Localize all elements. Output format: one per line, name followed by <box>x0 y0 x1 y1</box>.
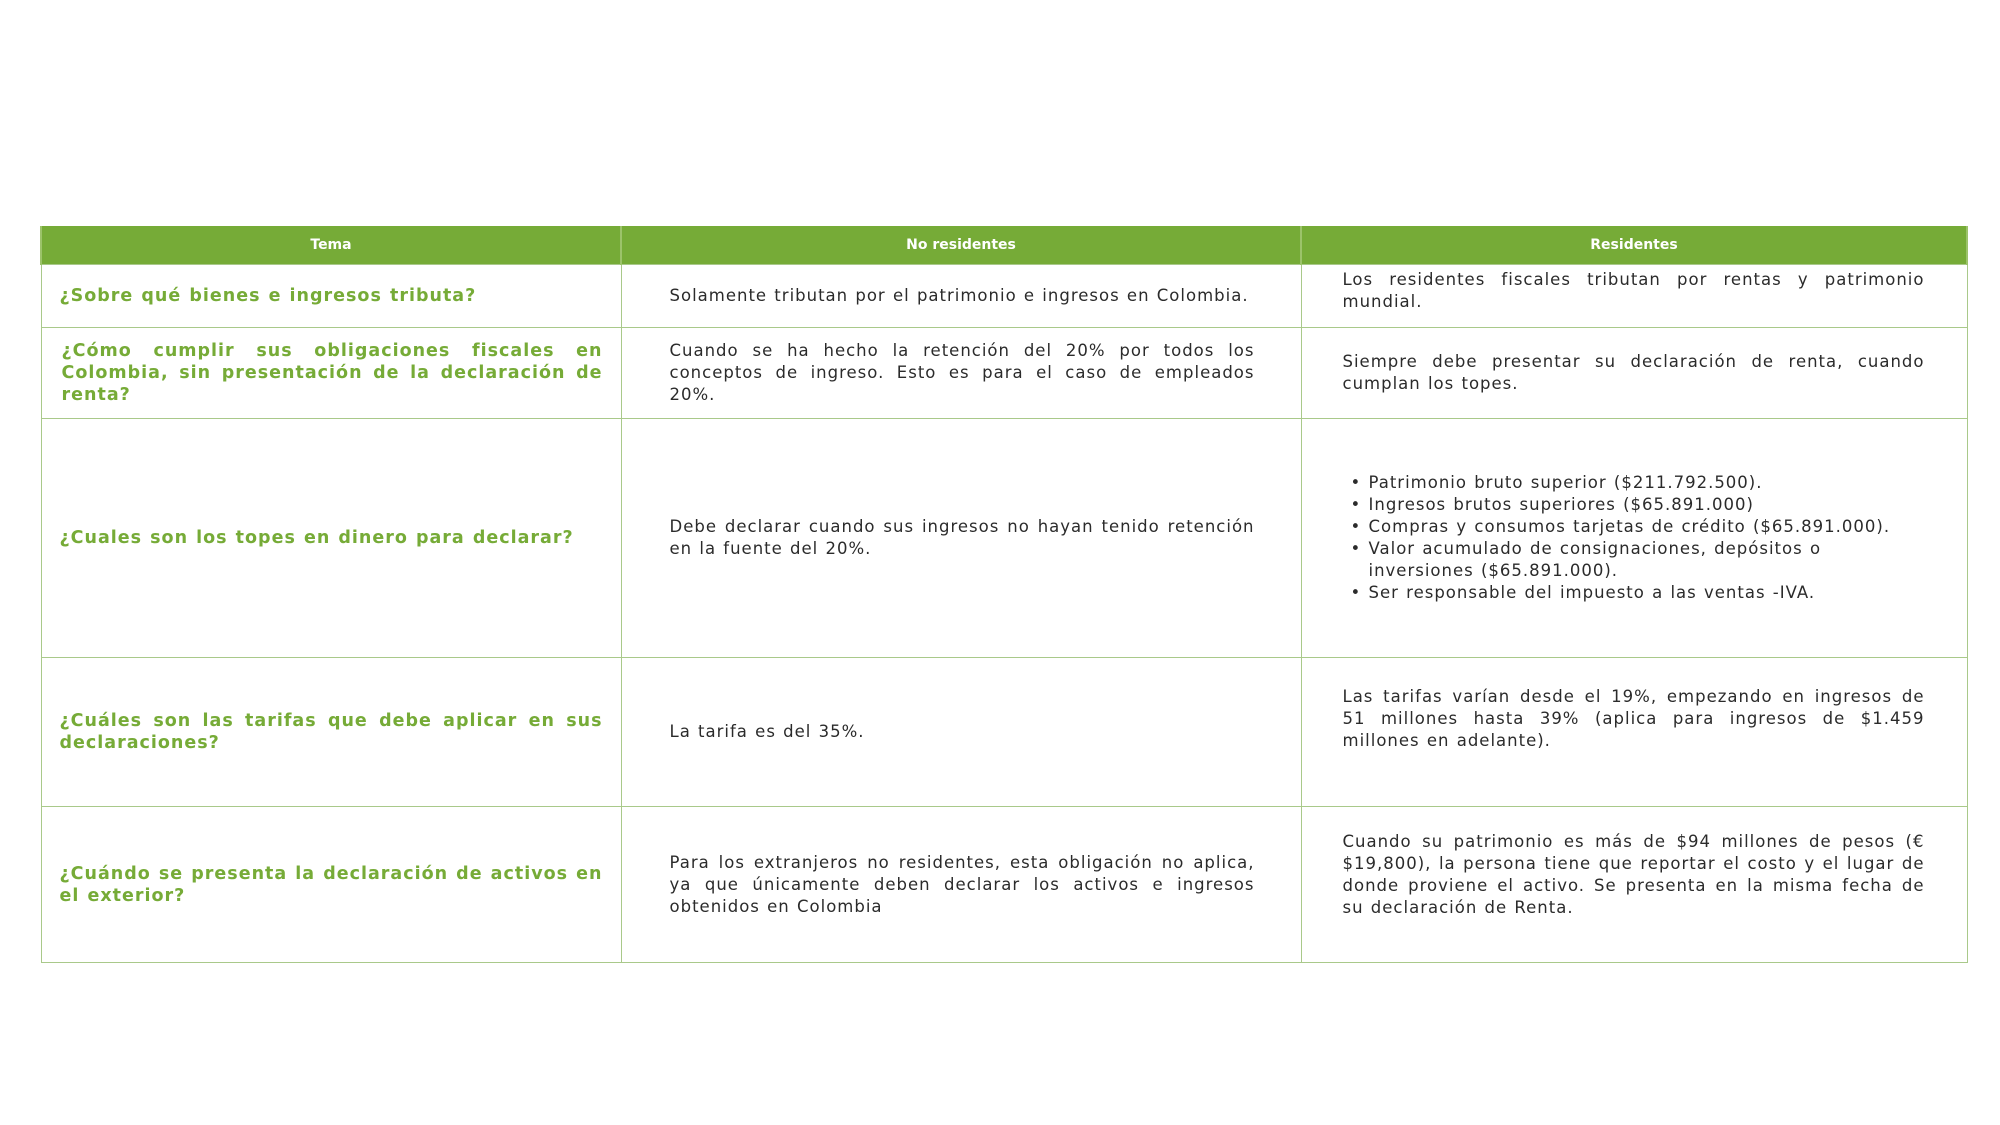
non-residents-cell: Cuando se ha hecho la retención del 20% por todos los conceptos de ingreso. Esto es para el caso de empleados 20%. <box>621 328 1301 419</box>
topic-cell: ¿Cuáles son las tarifas que debe aplicar en sus declaraciones? <box>41 658 621 807</box>
residents-cell: Los residentes fiscales tributan por rentas y patrimonio mundial. <box>1301 265 1967 328</box>
header-non-residents: No residentes <box>621 226 1301 265</box>
tax-comparison-table <box>40 226 1968 963</box>
list-item-text: Ingresos brutos superiores ($65.891.000) <box>1368 495 1754 514</box>
list-item-text: Compras y consumos tarjetas de crédito ($65.891.000). <box>1368 517 1891 536</box>
table-row <box>41 328 1967 419</box>
residents-cell: Las tarifas varían desde el 19%, empezando en ingresos de 51 millones hasta 39% (aplica para ingresos de $1.459 millones en adelante). <box>1301 658 1967 807</box>
list-item <box>1350 538 1925 582</box>
topic-cell: ¿Cómo cumplir sus obligaciones fiscales en Colombia, sin presentación de la declaración de renta? <box>41 328 621 419</box>
non-residents-cell: Debe declarar cuando sus ingresos no hayan tenido retención en la fuente del 20%. <box>621 419 1301 658</box>
header-residents: Residentes <box>1301 226 1967 265</box>
bullet-icon: • <box>1350 495 1362 514</box>
bullet-icon: • <box>1350 583 1362 602</box>
thresholds-list <box>1343 472 1925 604</box>
bullet-icon: • <box>1350 473 1362 492</box>
table-row <box>41 419 1967 658</box>
residents-cell: Siempre debe presentar su declaración de renta, cuando cumplan los topes. <box>1301 328 1967 419</box>
list-item <box>1350 516 1925 538</box>
list-item-text: Patrimonio bruto superior ($211.792.500). <box>1368 473 1763 492</box>
list-item <box>1350 582 1925 604</box>
residents-cell <box>1301 419 1967 658</box>
topic-cell: ¿Cuales son los topes en dinero para declarar? <box>41 419 621 658</box>
bullet-icon: • <box>1350 539 1362 558</box>
topic-cell: ¿Cuándo se presenta la declaración de activos en el exterior? <box>41 807 621 963</box>
topic-cell: ¿Sobre qué bienes e ingresos tributa? <box>41 265 621 328</box>
list-item-text: Ser responsable del impuesto a las ventas -IVA. <box>1368 583 1816 602</box>
header-topic: Tema <box>41 226 621 265</box>
table-row <box>41 265 1967 328</box>
non-residents-cell: Para los extranjeros no residentes, esta obligación no aplica, ya que únicamente deben declarar los activos e ingresos obtenidos en Colombia <box>621 807 1301 963</box>
list-item <box>1350 472 1925 494</box>
residents-cell: Cuando su patrimonio es más de $94 millones de pesos (€ $19,800), la persona tiene que reportar el costo y el lugar de donde proviene el activo. Se presenta en la misma fecha de su declaración de Renta. <box>1301 807 1967 963</box>
bullet-icon: • <box>1350 517 1362 536</box>
table-header <box>41 226 1967 265</box>
non-residents-cell: La tarifa es del 35%. <box>621 658 1301 807</box>
table-row <box>41 807 1967 963</box>
non-residents-cell: Solamente tributan por el patrimonio e ingresos en Colombia. <box>621 265 1301 328</box>
table-row <box>41 658 1967 807</box>
list-item <box>1350 494 1925 516</box>
list-item-text: Valor acumulado de consignaciones, depósitos o inversiones ($65.891.000). <box>1368 539 1822 580</box>
